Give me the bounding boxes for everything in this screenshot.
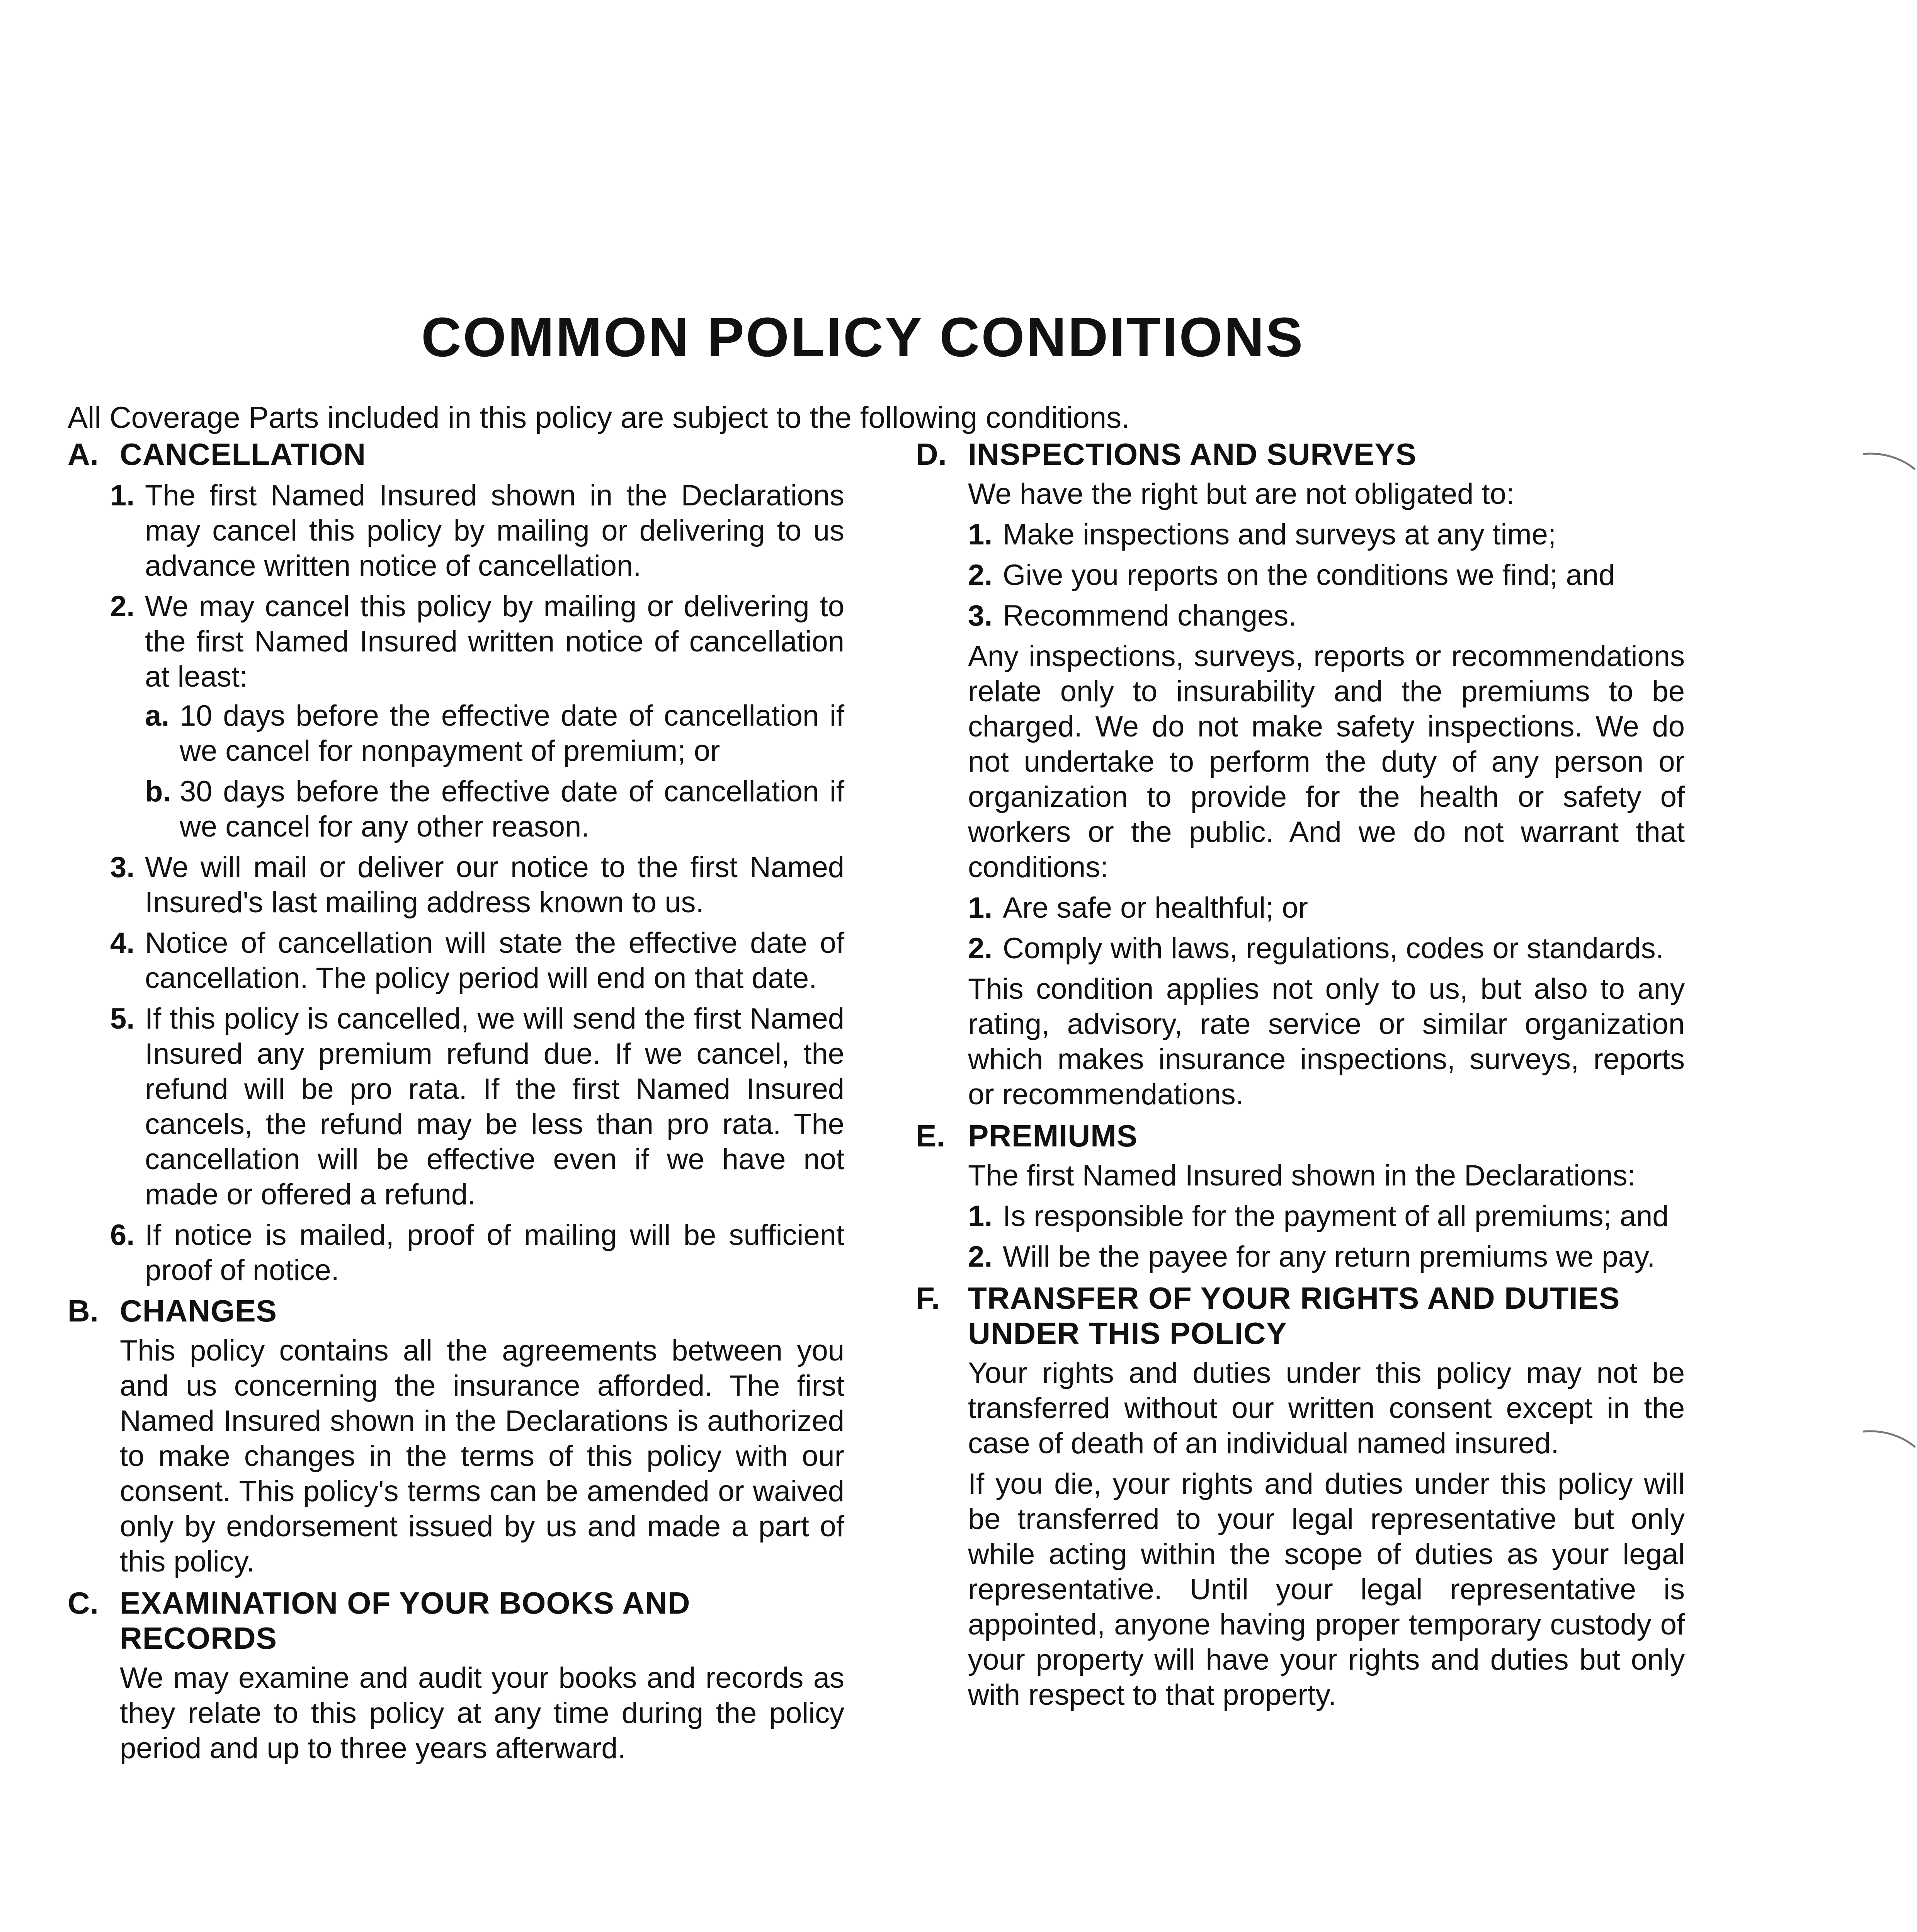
section-heading: TRANSFER OF YOUR RIGHTS AND DUTIES UNDER THIS POLICY	[968, 1281, 1620, 1350]
left-column	[68, 437, 844, 1772]
sub-item	[145, 774, 844, 844]
item-number: 1.	[968, 518, 993, 551]
section-text: Any inspections, surveys, reports or recommendations relate only to insurability and the premiums to be charged. We do not make safety inspections. We do not undertake to perform the duty of any person or organization to provide for the health or safety of workers or the public. And we do not warrant that conditions:	[968, 640, 1685, 884]
right-column	[916, 437, 1685, 1719]
cancellation-items	[110, 478, 844, 1288]
item-number: 2.	[968, 559, 993, 592]
item-text: Is responsible for the payment of all premiums; and	[1003, 1200, 1669, 1233]
section-letter: E.	[916, 1119, 945, 1153]
item-text: Recommend changes.	[1003, 599, 1297, 632]
section-lead: The first Named Insured shown in the Declarations:	[968, 1159, 1636, 1192]
sub-item-text: 30 days before the effective date of cancellation if we cancel for any other reason.	[180, 775, 844, 843]
section-text: Your rights and duties under this policy may not be transferred without our written consent except in the case of death of an individual named insured.	[968, 1357, 1685, 1460]
item-text: Notice of cancellation will state the effective date of cancellation. The policy period will end on that date.	[145, 927, 844, 995]
item-text: The first Named Insured shown in the Declarations may cancel this policy by mailing or delivering to us advance written notice of cancellation.	[145, 479, 844, 582]
list-item	[968, 1239, 1685, 1274]
section-text: If you die, your rights and duties under this policy will be transferred to your legal representative but only while acting within the scope of duties as your legal representative. Until your legal representative is appointed, anyone having proper temporary custody of your property will have your rights and duties but only with respect to that property.	[968, 1468, 1685, 1711]
item-text: If this policy is cancelled, we will send the first Named Insured any premium refund due. If we cancel, the refund will be pro rata. If the first Named Insured cancels, the refund may be less than pro rata. The cancellation will be effective even if we have not made or offered a refund.	[145, 1002, 844, 1211]
section-heading: CHANGES	[120, 1294, 277, 1328]
section-letter: A.	[68, 437, 99, 471]
list-item	[110, 1218, 844, 1288]
item-text: If notice is mailed, proof of mailing will be sufficient proof of notice.	[145, 1219, 844, 1287]
scan-edge-mark	[1859, 1426, 1917, 1449]
section-cancellation	[68, 437, 844, 472]
list-item	[968, 517, 1685, 552]
item-number: 1.	[968, 1200, 993, 1233]
item-number: 2.	[968, 1240, 993, 1273]
section-premiums	[916, 1118, 1685, 1274]
list-item	[110, 589, 844, 844]
list-item	[968, 1199, 1685, 1234]
item-text: Comply with laws, regulations, codes or standards.	[1003, 932, 1664, 965]
section-changes	[68, 1293, 844, 1579]
section-text: We may examine and audit your books and records as they relate to this policy at any time during the policy period and up to three years afterward.	[120, 1662, 844, 1765]
list-item	[110, 478, 844, 583]
item-text: Make inspections and surveys at any time;	[1003, 518, 1556, 551]
list-item	[110, 850, 844, 920]
item-number: 5.	[110, 1002, 135, 1035]
page-title: COMMON POLICY CONDITIONS	[421, 306, 1305, 368]
scan-edge-mark	[1859, 448, 1917, 471]
list-item	[968, 558, 1685, 593]
item-number: 1.	[110, 479, 135, 512]
section-heading: EXAMINATION OF YOUR BOOKS AND RECORDS	[120, 1586, 691, 1655]
item-text: Are safe or healthful; or	[1003, 891, 1308, 924]
section-lead: We have the right but are not obligated to:	[968, 478, 1514, 510]
sub-item-text: 10 days before the effective date of cancellation if we cancel for nonpayment of premium; or	[180, 699, 844, 767]
list-item	[110, 925, 844, 996]
item-text: We will mail or deliver our notice to the first Named Insured's last mailing address known to us.	[145, 851, 844, 919]
section-transfer	[916, 1281, 1685, 1713]
section-heading: PREMIUMS	[968, 1119, 1138, 1153]
section-letter: D.	[916, 437, 947, 471]
list-item	[968, 598, 1685, 633]
item-number: 2.	[968, 932, 993, 965]
item-number: 6.	[110, 1219, 135, 1252]
list-item	[110, 1001, 844, 1212]
section-letter: C.	[68, 1586, 99, 1620]
item-number: 2.	[110, 590, 135, 623]
item-number: 1.	[968, 891, 993, 924]
section-text: This policy contains all the agreements between you and us concerning the insurance afforded. The first Named Insured shown in the Declarations is authorized to make changes in the terms of this policy with our consent. This policy's terms can be amended or waived only by endorsement issued by us and made a part of this policy.	[120, 1334, 844, 1578]
list-item	[968, 931, 1685, 966]
item-number: 3.	[110, 851, 135, 884]
section-examination	[68, 1585, 844, 1766]
intro-text: All Coverage Parts included in this policy are subject to the following conditions.	[68, 400, 1130, 434]
section-inspections	[916, 437, 1685, 1112]
sub-item	[145, 698, 844, 769]
list-item	[968, 890, 1685, 925]
section-heading: CANCELLATION	[120, 437, 366, 471]
item-number: 4.	[110, 927, 135, 959]
item-number: 3.	[968, 599, 993, 632]
section-letter: B.	[68, 1294, 99, 1328]
item-text: Will be the payee for any return premiums we pay.	[1003, 1240, 1655, 1273]
sub-item-letter: b.	[145, 775, 171, 808]
section-letter: F.	[916, 1281, 940, 1315]
section-heading: INSPECTIONS AND SURVEYS	[968, 437, 1417, 471]
item-text: Give you reports on the conditions we find; and	[1003, 559, 1615, 592]
section-text: This condition applies not only to us, but also to any rating, advisory, rate service or similar organization which makes insurance inspections, surveys, reports or recommendations.	[968, 973, 1685, 1111]
sub-item-letter: a.	[145, 699, 170, 732]
item-text: We may cancel this policy by mailing or delivering to the first Named Insured written notice of cancellation at least:	[145, 590, 844, 693]
